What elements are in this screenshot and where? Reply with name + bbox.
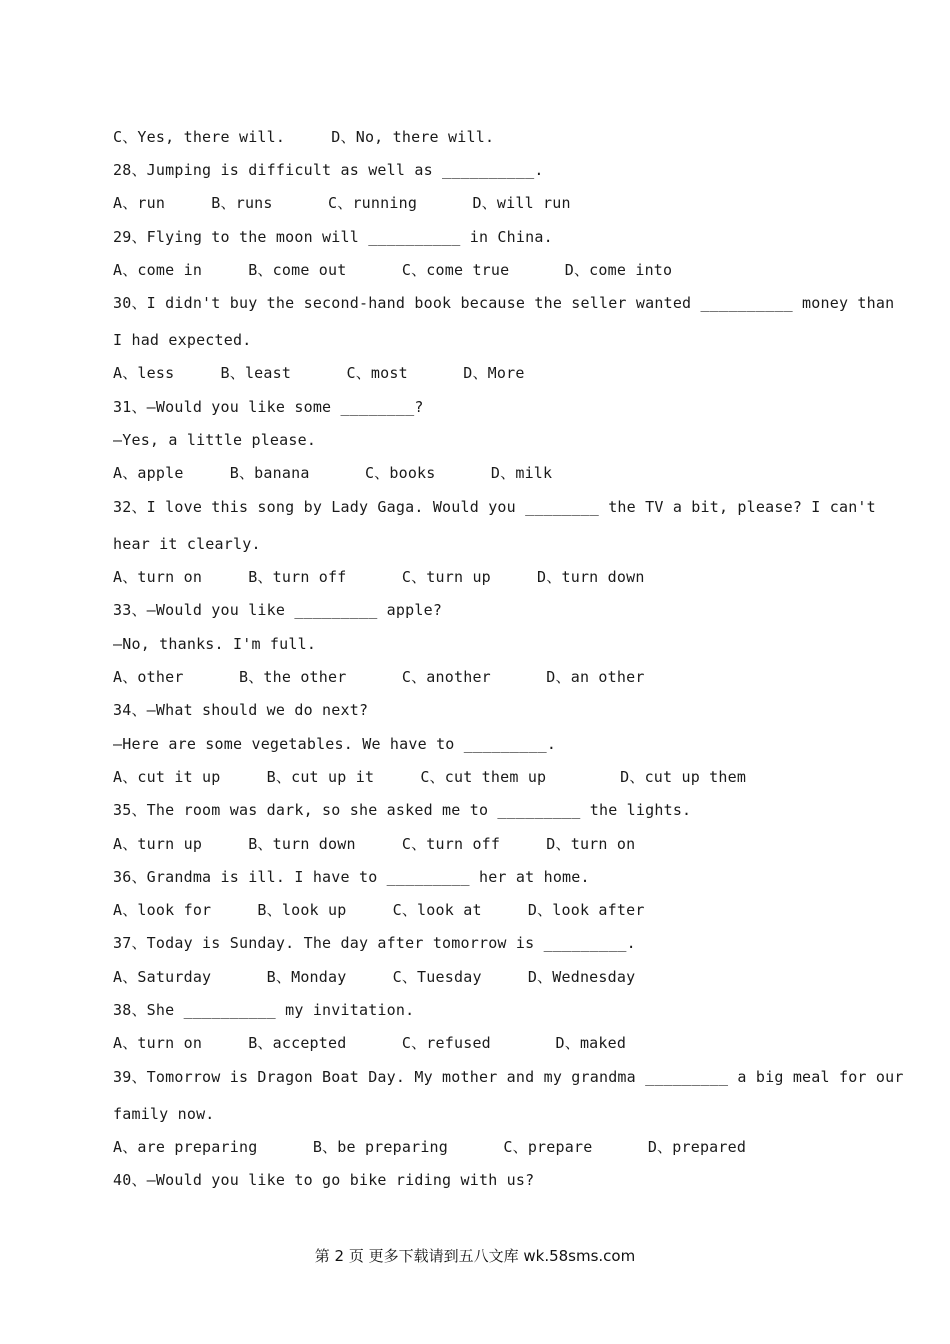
options-28: A、run B、runs C、running D、will run bbox=[113, 194, 571, 212]
question-39-cont: family now. bbox=[113, 1105, 215, 1123]
options-33: A、other B、the other C、another D、an other bbox=[113, 668, 645, 686]
options-38: A、turn on B、accepted C、refused D、maked bbox=[113, 1034, 627, 1052]
dialog-line: —Here are some vegetables. We have to _________. bbox=[113, 735, 557, 753]
page-footer: 第 2 页 更多下载请到五八文库 wk.58sms.com bbox=[314, 1247, 636, 1265]
question-36: 36、Grandma is ill. I have to _________ her at home. bbox=[113, 868, 590, 886]
question-32: 32、I love this song by Lady Gaga. Would you ________ the TV a bit, please? I can't bbox=[113, 498, 876, 516]
question-32-cont: hear it clearly. bbox=[113, 535, 261, 553]
options-37: A、Saturday B、Monday C、Tuesday D、Wednesday bbox=[113, 968, 636, 986]
document-page bbox=[113, 0, 904, 1344]
options-31: A、apple B、banana C、books D、milk bbox=[113, 464, 553, 482]
options-30: A、less B、least C、most D、More bbox=[113, 364, 525, 382]
question-34: 34、—What should we do next? bbox=[113, 701, 369, 719]
dialog-line: —Yes, a little please. bbox=[113, 431, 317, 449]
question-31: 31、—Would you like some ________? bbox=[113, 398, 424, 416]
options-32: A、turn on B、turn off C、turn up D、turn down bbox=[113, 568, 645, 586]
question-35: 35、The room was dark, so she asked me to _________ the lights. bbox=[113, 801, 692, 819]
question-30: 30、I didn't buy the second-hand book because the seller wanted __________ money than bbox=[113, 294, 895, 312]
question-33: 33、—Would you like _________ apple? bbox=[113, 601, 443, 619]
question-39: 39、Tomorrow is Dragon Boat Day. My mother and my grandma _________ a big meal for our bbox=[113, 1068, 904, 1086]
options-35: A、turn up B、turn down C、turn off D、turn on bbox=[113, 835, 636, 853]
question-40: 40、—Would you like to go bike riding with us? bbox=[113, 1171, 535, 1189]
options-39: A、are preparing B、be preparing C、prepare D、prepared bbox=[113, 1138, 747, 1156]
question-30-cont: I had expected. bbox=[113, 331, 252, 349]
question-28: 28、Jumping is difficult as well as __________. bbox=[113, 161, 544, 179]
options-36: A、look for B、look up C、look at D、look after bbox=[113, 901, 645, 919]
text-line: C、Yes, there will. D、No, there will. bbox=[113, 128, 495, 146]
options-34: A、cut it up B、cut up it C、cut them up D、cut up them bbox=[113, 768, 747, 786]
question-38: 38、She __________ my invitation. bbox=[113, 1001, 415, 1019]
question-37: 37、Today is Sunday. The day after tomorrow is _________. bbox=[113, 934, 636, 952]
question-29: 29、Flying to the moon will __________ in China. bbox=[113, 228, 553, 246]
dialog-line: —No, thanks. I'm full. bbox=[113, 635, 317, 653]
options-29: A、come in B、come out C、come true D、come into bbox=[113, 261, 673, 279]
